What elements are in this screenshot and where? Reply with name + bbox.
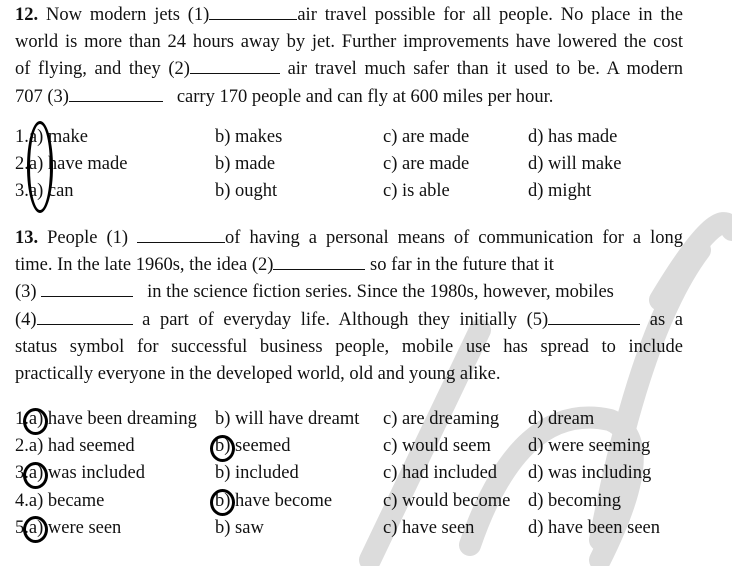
blank-5[interactable] — [548, 307, 640, 325]
option-d[interactable]: d) was including — [528, 463, 652, 484]
option-b[interactable]: b) saw — [215, 517, 264, 538]
blank-4[interactable] — [37, 307, 133, 325]
question-13-passage — [15, 225, 683, 388]
option-c[interactable]: c) are dreaming — [383, 409, 500, 429]
option-b[interactable]: b) included — [215, 463, 299, 484]
option-d[interactable]: d) will make — [528, 154, 622, 175]
option-d[interactable]: d) might — [528, 181, 592, 202]
option-a[interactable]: 4.a) became — [15, 490, 105, 511]
answer-circle — [23, 516, 48, 543]
q13-line-5: status symbol for successful business people, mobile use has spread to include — [15, 336, 683, 357]
option-a[interactable]: 2.a) had seemed — [15, 436, 135, 457]
q12-line-3: of flying, and they (2) air travel much safer than it used to be. A modern — [15, 56, 683, 83]
option-d[interactable]: d) dream — [528, 409, 595, 429]
blank-1[interactable] — [137, 225, 225, 243]
option-a[interactable]: 1.a) make — [15, 127, 88, 147]
option-c[interactable]: c) have seen — [383, 517, 475, 538]
q13-line-1: 13. People (1) of having a personal means of communication for a long — [15, 225, 683, 252]
q13-line-6: practically everyone in the developed world, old and young alike. — [15, 364, 501, 385]
blank-1[interactable] — [209, 2, 297, 20]
option-d[interactable]: d) were seeming — [528, 436, 651, 457]
option-c[interactable]: c) are made — [383, 154, 470, 175]
question-12-number: 12. — [15, 5, 39, 25]
blank-3[interactable] — [41, 279, 133, 297]
option-b[interactable]: b) ought — [215, 181, 278, 202]
answer-circle — [23, 408, 48, 435]
answer-circle — [210, 435, 235, 462]
option-a[interactable]: 2.a) have made — [15, 154, 128, 175]
option-c[interactable]: c) had included — [383, 463, 498, 484]
option-b[interactable]: b) seemed — [215, 436, 291, 457]
option-c[interactable]: c) would become — [383, 490, 511, 511]
option-a[interactable]: 5.a) were seen — [15, 517, 122, 538]
option-b[interactable]: b) makes — [215, 127, 283, 147]
option-b[interactable]: b) have become — [215, 490, 333, 511]
option-d[interactable]: d) has made — [528, 127, 618, 147]
blank-2[interactable] — [190, 56, 280, 74]
answer-circle — [210, 489, 235, 516]
option-c[interactable]: c) would seem — [383, 436, 491, 457]
answer-circle — [23, 462, 48, 489]
blank-2[interactable] — [273, 252, 365, 270]
option-c[interactable]: c) is able — [383, 181, 450, 202]
q12-line-4: 707 (3) carry 170 people and can fly at 600 miles per hour. — [15, 84, 683, 111]
q12-line-2: world is more than 24 hours away by jet. Further improvements have lowered the cost — [15, 32, 683, 53]
question-13-number: 13. — [15, 228, 39, 248]
option-d[interactable]: d) becoming — [528, 490, 621, 511]
blank-3[interactable] — [69, 84, 163, 102]
option-a[interactable]: 3.a) can — [15, 181, 74, 202]
answer-circle — [27, 121, 53, 213]
q13-line-2: time. In the late 1960s, the idea (2) so far in the future that it — [15, 252, 683, 279]
option-b[interactable]: b) will have dreamt — [215, 409, 360, 429]
option-d[interactable]: d) have been seen — [528, 517, 661, 538]
q12-line-1: 12. Now modern jets (1) air travel possible for all people. No place in the — [15, 2, 683, 29]
question-12-passage — [15, 2, 683, 111]
option-a[interactable]: 3.a) was included — [15, 463, 145, 484]
q13-line-4: (4) a part of everyday life. Although they initially (5) as a — [15, 307, 683, 334]
q13-line-3: (3) in the science fiction series. Since the 1980s, however, mobiles — [15, 279, 683, 306]
option-c[interactable]: c) are made — [383, 127, 470, 147]
option-a[interactable]: 1.a) have been dreaming — [15, 409, 197, 429]
option-b[interactable]: b) made — [215, 154, 276, 175]
